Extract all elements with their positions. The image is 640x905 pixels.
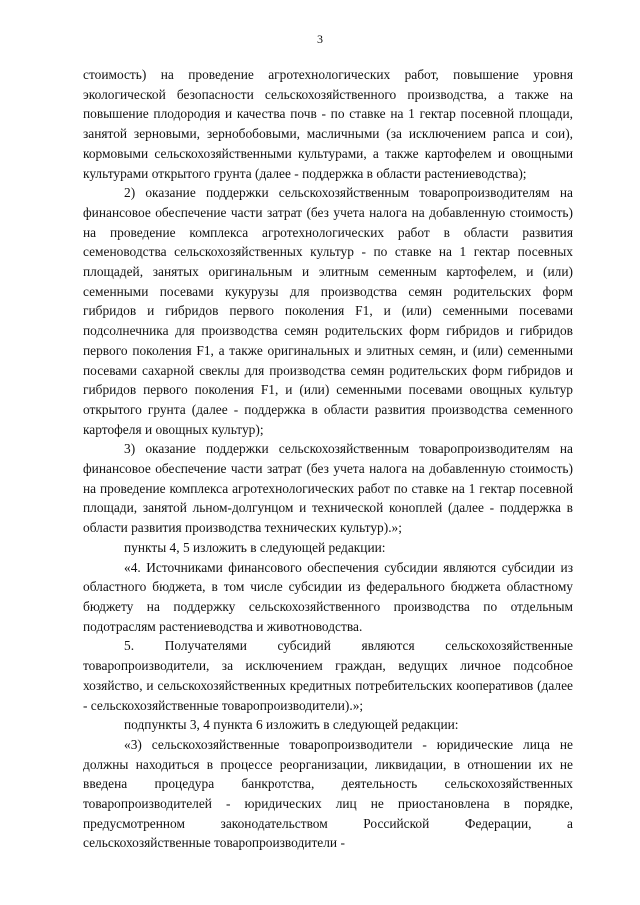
paragraph-amendment-4-5: пункты 4, 5 изложить в следующей редакции: — [124, 539, 386, 555]
paragraph-item-3: 3) оказание поддержки сельскохозяйственным товаропроизводителям на финансовое обеспечение части затрат (без учета налога на добавленную стоимость) на проведение комплекса агротехнологических работ по ставке на 1 гектар посевной площади, занятой льном-долгунцом и технической коноплей (далее - поддержка в области развития производства технических культур).»; — [83, 441, 573, 536]
paragraph-amendment-6: подпункты 3, 4 пункта 6 изложить в следующей редакции: — [124, 717, 459, 733]
paragraph-subpoint-3: «3) сельскохозяйственные товаропроизводители - юридические лица не должны находиться в процессе реорганизации, ликвидации, в отношении их не введена процедура банкротства, деятельность сельскохозяйственных товаропроизводителей - юридических лиц не приостановлена в порядке, предусмотренном законодательством Российской Федерации, а сельскохозяйственные товаропроизводители - — [83, 736, 573, 851]
paragraph-1-continued: стоимость) на проведение агротехнологических работ, повышение уровня экологической безопасности сельскохозяйственного производства, а также на повышение плодородия и качества почв - по ставке на 1 гектар посевной площади, занятой зерновыми, зернобобовыми, масличными (за исключением рапса и сои), кормовыми сельскохозяйственными культурами, а также картофелем и овощными культурами открытого грунта (далее - поддержка в области растениеводства); — [83, 67, 573, 181]
paragraph-point-4: «4. Источниками финансового обеспечения субсидии являются субсидии из областного бюджета, в том числе субсидии из федерального бюджета областному бюджету на поддержку сельскохозяйственного производства по отдельным подотраслям растениеводства и животноводства. — [83, 559, 573, 634]
paragraph-item-2: 2) оказание поддержки сельскохозяйственным товаропроизводителям на финансовое обеспечение части затрат (без учета налога на добавленную стоимость) на проведение комплекса агротехнологических работ в области развития семеноводства сельскохозяйственных культур - по ставке на 1 гектар посевных площадей, занятых оригинальным и элитным семенным картофелем, и (или) семенными посевами кукурузы для производства семян родительских форм гибридов и гибридов первого поколения F1, и (или) семенными посевами подсолнечника для производства семян родительских форм гибридов и гибридов первого поколения F1, а также оригинальных и элитных семян, и (или) семенными посевами сахарной свеклы для производства семян родительских форм гибридов и гибридов первого поколения F1, и (или) семенными посевами овощных культур открытого грунта (далее - поддержка в области развития производства семенного картофеля и овощных культур); — [83, 185, 573, 437]
paragraph-point-5: 5. Получателями субсидий являются сельскохозяйственные товаропроизводители, за исключением граждан, ведущих личное подсобное хозяйство, и сельскохозяйственных кредитных потребительских кооперативов (далее - сельскохозяйственные товаропроизводители).»; — [83, 638, 573, 713]
document-body — [83, 65, 573, 853]
page-number: 3 — [317, 32, 323, 46]
